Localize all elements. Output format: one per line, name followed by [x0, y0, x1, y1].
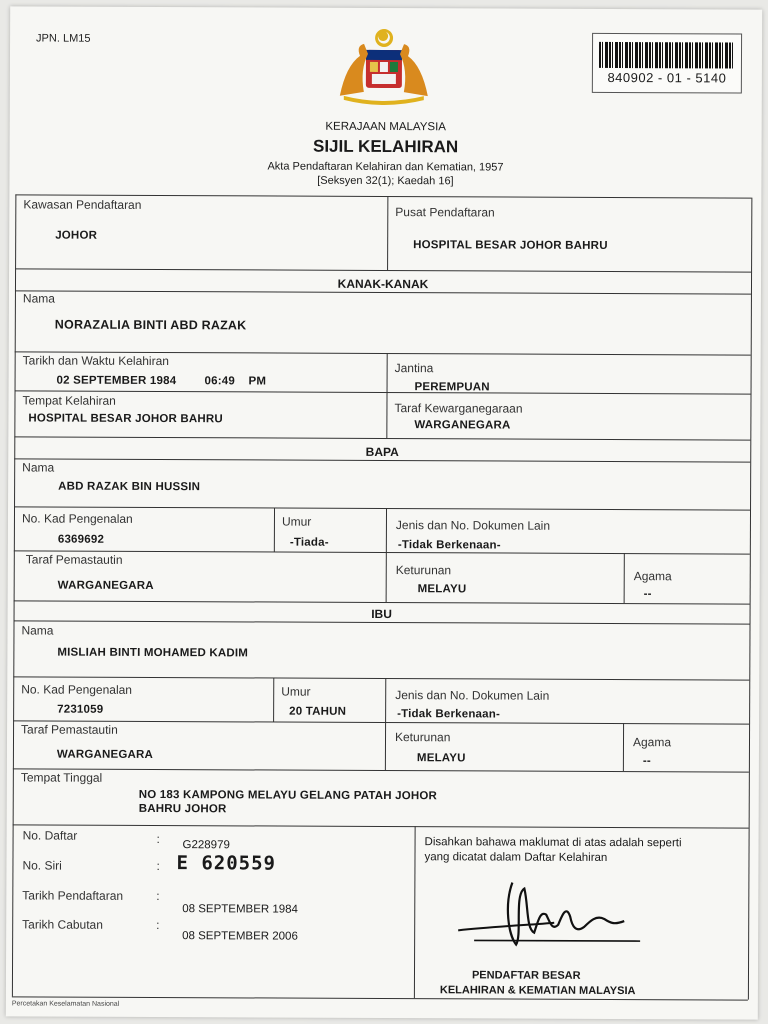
- rule: [15, 390, 751, 394]
- child-name-value: NORAZALIA BINTI ABD RAZAK: [54, 317, 247, 333]
- mother-section-title: IBU: [371, 606, 392, 622]
- barcode-box: [592, 33, 742, 94]
- rule: [385, 678, 386, 770]
- father-name-label: Nama: [22, 460, 55, 475]
- rule: [274, 508, 275, 552]
- form-code: JPN. LM15: [36, 32, 91, 45]
- child-section-title: KANAK-KANAK: [337, 276, 429, 292]
- rule: [13, 720, 749, 724]
- rule: [14, 600, 750, 604]
- reg-date-label: Tarikh Pendaftaran: [22, 888, 124, 903]
- daftar-label: No. Daftar: [22, 828, 78, 843]
- father-age-label: Umur: [281, 514, 312, 529]
- daftar-colon: :: [156, 832, 160, 847]
- barcode-number: 840902 - 01 - 5140: [607, 69, 727, 86]
- mother-residency-label: Taraf Pemastautin: [21, 722, 118, 737]
- siri-value: E 620559: [176, 852, 277, 875]
- residence-line2: BAHRU JOHOR: [138, 802, 227, 816]
- rule: [14, 436, 750, 440]
- rule: [386, 508, 387, 602]
- registrar-line1: PENDAFTAR BESAR: [471, 969, 581, 982]
- mother-age-label: Umur: [281, 684, 311, 699]
- father-race-value: MELAYU: [417, 583, 467, 596]
- rule: [748, 198, 752, 1000]
- rule: [14, 550, 750, 554]
- father-residency-label: Taraf Pemastautin: [25, 552, 123, 567]
- kerajaan-heading: KERAJAAN MALAYSIA: [325, 120, 446, 134]
- mother-name-label: Nama: [21, 623, 54, 638]
- area-value: JOHOR: [55, 229, 98, 242]
- page-title: SIJIL KELAHIRAN: [312, 136, 459, 157]
- father-section-title: BAPA: [365, 444, 399, 460]
- printer-note: Percetakan Keselamatan Nasional: [11, 1000, 120, 1008]
- mother-religion-label: Agama: [632, 735, 672, 750]
- rule: [414, 826, 416, 998]
- centre-label: Pusat Pendaftaran: [395, 205, 495, 220]
- dob-label: Tarikh dan Waktu Kelahiran: [22, 353, 169, 369]
- gender-label: Jantina: [394, 361, 434, 376]
- mother-age-value: 20 TAHUN: [289, 705, 347, 718]
- rule: [273, 678, 274, 722]
- rule: [13, 824, 749, 828]
- mother-race-label: Keturunan: [394, 730, 451, 745]
- gender-value: PEREMPUAN: [414, 381, 490, 394]
- citizenship-value: WARGANEGARA: [414, 419, 511, 432]
- mother-ic-value: 7231059: [57, 703, 104, 716]
- coat-of-arms-emblem: [330, 26, 438, 106]
- father-race-label: Keturunan: [395, 563, 452, 578]
- mother-residency-value: WARGANEGARA: [56, 748, 154, 761]
- rule: [623, 723, 624, 771]
- extract-date-label: Tarikh Cabutan: [22, 917, 103, 932]
- act-reference: Akta Pendaftaran Kelahiran dan Kematian, 1957: [267, 160, 504, 174]
- father-doc-value: -Tidak Berkenaan-: [397, 539, 501, 552]
- mother-race-value: MELAYU: [416, 752, 466, 765]
- extract-date-value: 08 SEPTEMBER 2006: [182, 930, 298, 943]
- centre-value: HOSPITAL BESAR JOHOR BAHRU: [413, 239, 608, 252]
- pob-label: Tempat Kelahiran: [22, 393, 116, 408]
- mother-doc-value: -Tidak Berkenaan-: [397, 708, 501, 721]
- birth-certificate: [6, 6, 762, 1019]
- father-age-value: -Tiada-: [289, 536, 329, 549]
- mother-doc-label: Jenis dan No. Dokumen Lain: [395, 688, 550, 703]
- area-label: Kawasan Pendaftaran: [23, 197, 142, 212]
- pob-value: HOSPITAL BESAR JOHOR BAHRU: [28, 412, 223, 426]
- father-religion-label: Agama: [633, 569, 672, 584]
- father-religion-value: --: [643, 588, 652, 601]
- reg-date-colon: :: [156, 889, 160, 904]
- father-ic-value: 6369692: [57, 533, 105, 546]
- dob-date: 02 SEPTEMBER 1984: [56, 374, 177, 388]
- section-reference: [Seksyen 32(1); Kaedah 16]: [317, 174, 454, 188]
- extract-date-colon: :: [156, 918, 160, 933]
- rule: [387, 196, 388, 270]
- father-name-value: ABD RAZAK BIN HUSSIN: [58, 480, 201, 494]
- siri-label: No. Siri: [22, 858, 62, 873]
- rule: [13, 768, 749, 772]
- rule: [12, 996, 748, 1000]
- reg-date-value: 08 SEPTEMBER 1984: [182, 903, 298, 916]
- father-doc-label: Jenis dan No. Dokumen Lain: [395, 518, 551, 533]
- dob-ampm: PM: [248, 375, 267, 388]
- rule: [386, 353, 387, 438]
- mother-ic-label: No. Kad Pengenalan: [21, 682, 133, 697]
- siri-colon: :: [156, 859, 160, 874]
- certify-line1: Disahkan bahawa maklumat di atas adalah seperti: [424, 836, 682, 850]
- mother-name-value: MISLIAH BINTI MOHAMED KADIM: [57, 646, 249, 660]
- rule: [14, 506, 750, 510]
- certify-line2: yang dicatat dalam Daftar Kelahiran: [424, 851, 608, 864]
- father-ic-label: No. Kad Pengenalan: [21, 511, 133, 526]
- residence-label: Tempat Tinggal: [20, 770, 103, 785]
- mother-religion-value: --: [642, 755, 652, 768]
- rule: [624, 553, 625, 603]
- rule: [13, 676, 749, 680]
- rule: [12, 194, 16, 996]
- barcode: [599, 42, 733, 69]
- citizenship-label: Taraf Kewarganegaraan: [394, 401, 523, 416]
- child-name-label: Nama: [22, 291, 55, 306]
- daftar-value: G228979: [182, 839, 230, 852]
- father-residency-value: WARGANEGARA: [57, 579, 154, 592]
- rule: [15, 268, 751, 272]
- residence-line1: NO 183 KAMPONG MELAYU GELANG PATAH JOHOR: [138, 788, 438, 803]
- registrar-line2: KELAHIRAN & KEMATIAN MALAYSIA: [439, 984, 636, 998]
- registrar-signature: [454, 874, 644, 955]
- dob-time: 06:49: [204, 375, 236, 388]
